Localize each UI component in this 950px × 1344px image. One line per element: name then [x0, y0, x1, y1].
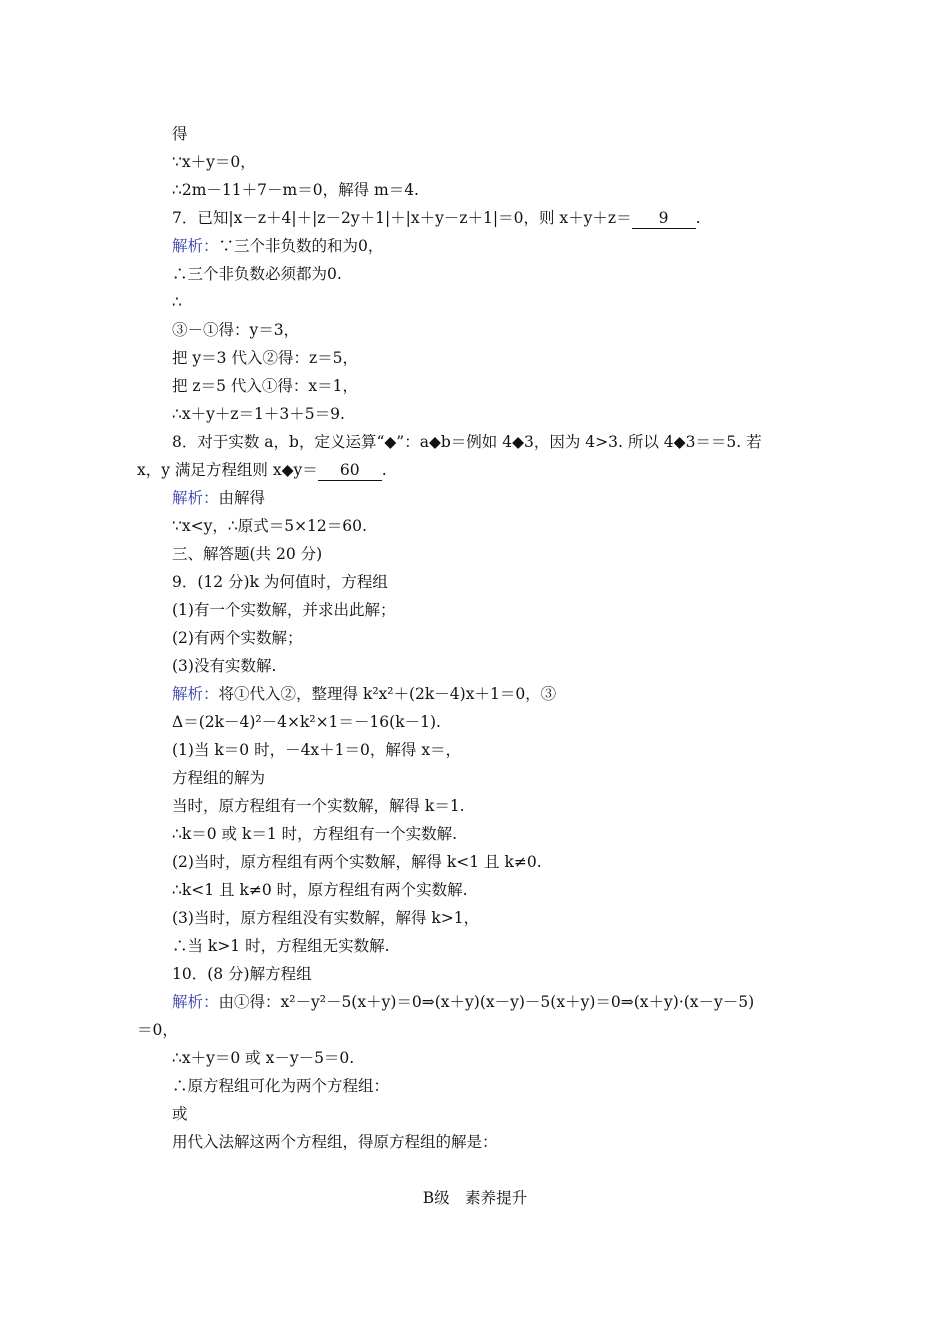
question-7 [172, 208, 701, 229]
question-8-text: x，y 满足方程组则 x◆y＝ [137, 461, 318, 479]
text-line: (2)当时，原方程组有两个实数解，解得 k<1 且 k≠0. [172, 853, 542, 871]
text-line: 把 z＝5 代入①得：x＝1， [172, 377, 358, 395]
analysis-label: 解析： [172, 237, 219, 255]
period: . [695, 209, 701, 227]
section-title: B级 素养提升 [422, 1189, 528, 1207]
question-10: 10．(8 分)解方程组 [172, 965, 312, 983]
analysis-label: 解析： [172, 685, 219, 703]
section-heading: 三、解答题(共 20 分) [172, 545, 323, 563]
text-line: 把 y＝3 代入②得：z＝5， [172, 349, 359, 367]
answer-blank-7: 9 [632, 208, 696, 229]
text-line: ∵x＋y＝0， [172, 153, 256, 171]
question-8: 8．对于实数 a，b，定义运算“◆”：a◆b＝例如 4◆3，因为 4>3. 所以 4◆3＝＝5. 若 [172, 433, 762, 451]
text-line: 三个非负数的和为0， [234, 237, 384, 255]
text-line: ∴2m－11＋7－m＝0，解得 m＝4. [172, 181, 419, 199]
text-line: ∵x<y，∴原式＝5×12＝60. [172, 517, 367, 535]
text-line: 将①代入②，整理得 k²x²＋(2k－4)x＋1＝0，③ [218, 685, 557, 703]
text-line: ＝0， [137, 1021, 178, 1039]
text-line: ∴三个非负数必须都为0. [172, 265, 342, 283]
solution-8 [172, 488, 265, 508]
text-line: ③－①得：y＝3， [172, 321, 300, 339]
text-line: 或 [172, 1105, 188, 1123]
text-line: ∴ [172, 293, 182, 311]
period: . [381, 461, 387, 479]
text-line: ∴原方程组可化为两个方程组： [172, 1077, 390, 1095]
text-line: (1)有一个实数解，并求出此解； [172, 601, 396, 619]
text-line: 得 [172, 125, 188, 143]
question-7-text: 7．已知|x－z＋4|＋|z－2y＋1|＋|x＋y－z＋1|＝0，则 x＋y＋z＝ [172, 209, 632, 227]
text-line: ∴x＋y＝0 或 x－y－5＝0. [172, 1049, 355, 1067]
text-line: ∴k<1 且 k≠0 时，原方程组有两个实数解. [172, 881, 468, 899]
text-line: ∴当 k>1 时，方程组无实数解. [172, 937, 390, 955]
solution-7 [172, 236, 383, 256]
text-line: 方程组的解为 [172, 769, 266, 787]
answer-blank-8: 60 [318, 460, 382, 481]
analysis-label: 解析： [172, 489, 219, 507]
text-line: 由①得：x²－y²－5(x＋y)＝0⇒(x＋y)(x－y)－5(x＋y)＝0⇒(x＋y)·(x－y－5) [218, 993, 755, 1011]
analysis-label: 解析： [172, 993, 219, 1011]
question-8-cont [137, 460, 387, 481]
solution-9 [172, 684, 556, 704]
text-line: Δ＝(2k－4)²－4×k²×1＝－16(k－1). [172, 713, 441, 731]
text-line: (3)没有实数解. [172, 657, 277, 675]
text-line: ∴x＋y＋z＝1＋3＋5＝9. [172, 405, 345, 423]
text-line: (3)当时，原方程组没有实数解，解得 k>1， [172, 909, 480, 927]
text-line: (2)有两个实数解； [172, 629, 303, 647]
because-symbol: ∵ [218, 237, 235, 255]
text-line: (1)当 k＝0 时，－4x＋1＝0，解得 x＝， [172, 741, 462, 759]
question-9: 9．(12 分)k 为何值时，方程组 [172, 573, 388, 591]
text-line: ∴k＝0 或 k＝1 时，方程组有一个实数解. [172, 825, 458, 843]
text-line: 由解得 [218, 489, 266, 507]
text-line: 当时，原方程组有一个实数解，解得 k＝1. [172, 797, 465, 815]
solution-10 [172, 992, 754, 1012]
text-line: 用代入法解这两个方程组，得原方程组的解是： [172, 1133, 498, 1151]
